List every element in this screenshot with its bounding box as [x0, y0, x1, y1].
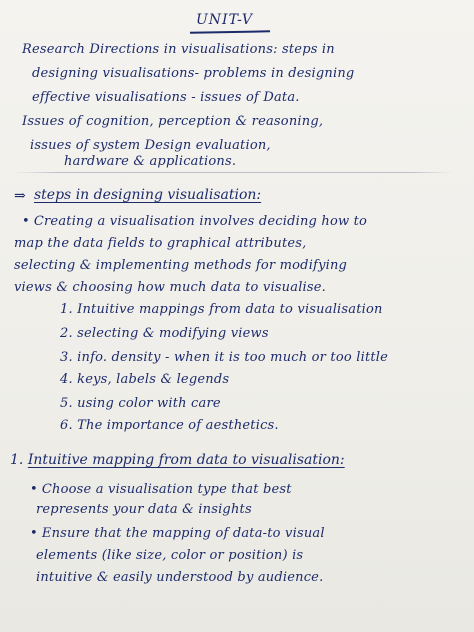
- bullet-icon: •: [30, 482, 38, 497]
- steps-description-text: Creating a visualisation involves deciding how to: [33, 214, 368, 229]
- step-item: 6. The importance of aesthetics.: [60, 418, 279, 433]
- steps-heading: [34, 187, 261, 203]
- intro-line: Issues of cognition, perception & reasoning,: [22, 114, 324, 129]
- mapping-heading-number: 1.: [10, 452, 24, 468]
- mapping-line: [30, 482, 292, 497]
- page-title: UNIT-V: [196, 12, 253, 28]
- mapping-line: [30, 526, 325, 541]
- mapping-line: intuitive & easily understood by audience.: [36, 570, 324, 585]
- step-item: 4. keys, labels & legends: [60, 372, 230, 387]
- step-item: 1. Intuitive mappings from data to visualisation: [60, 302, 383, 317]
- mapping-heading-text: Intuitive mapping from data to visualisation:: [27, 452, 345, 468]
- step-item: 3. info. density - when it is too much or too little: [60, 350, 389, 365]
- intro-line: issues of system Design evaluation,: [30, 138, 271, 153]
- intro-line: Research Directions in visualisations: steps in: [22, 42, 335, 57]
- mapping-line-text: Ensure that the mapping of data-to visual: [41, 526, 325, 541]
- bullet-icon: •: [22, 214, 30, 229]
- steps-description-line: views & choosing how much data to visualise.: [14, 280, 327, 295]
- steps-heading-text: steps in designing visualisation:: [34, 187, 262, 203]
- section-divider: [14, 172, 454, 173]
- bullet-icon: •: [30, 526, 38, 541]
- intro-line: designing visualisations- problems in designing: [32, 66, 355, 81]
- mapping-line: elements (like size, color or position) is: [36, 548, 304, 563]
- mapping-line-text: Choose a visualisation type that best: [41, 482, 292, 497]
- mapping-line: represents your data & insights: [36, 502, 252, 517]
- arrow-icon: ⇒: [14, 188, 26, 204]
- title-underline: [190, 30, 270, 33]
- intro-line: effective visualisations - issues of Data.: [32, 90, 300, 105]
- steps-description-line: selecting & implementing methods for modifying: [14, 258, 348, 273]
- intro-line: hardware & applications.: [64, 154, 237, 169]
- mapping-heading: [10, 452, 345, 468]
- steps-description-line: [22, 214, 367, 229]
- step-item: 2. selecting & modifying views: [60, 326, 269, 341]
- steps-description-line: map the data fields to graphical attributes,: [14, 236, 307, 251]
- step-item: 5. using color with care: [60, 396, 221, 411]
